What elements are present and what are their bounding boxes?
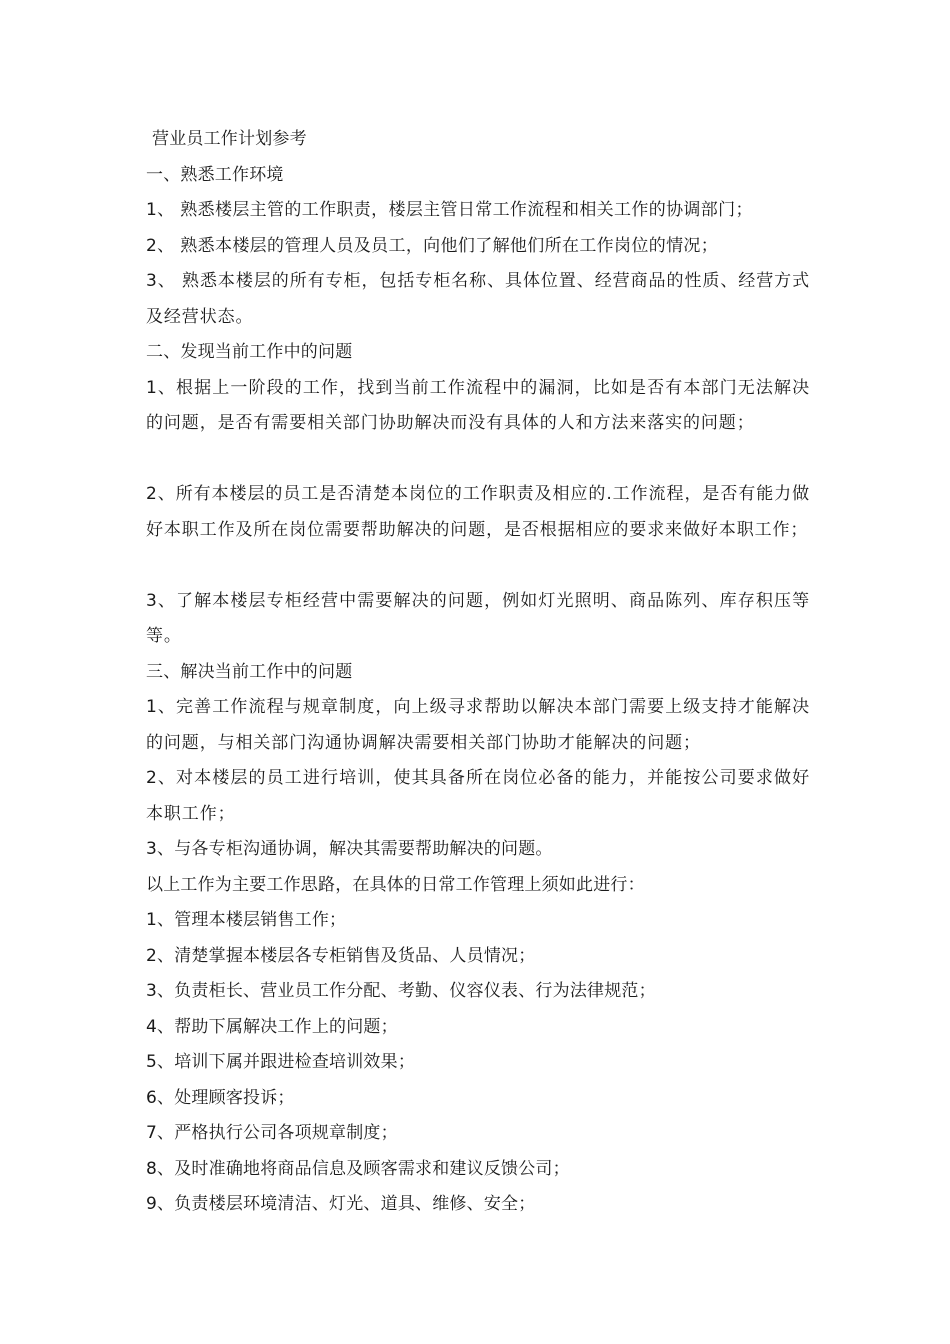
section-3-item-3: 3、与各专柜沟通协调，解决其需要帮助解决的问题。 <box>146 839 553 859</box>
summary-item-3: 3、负责柜长、营业员工作分配、考勤、仪容仪表、行为法律规范； <box>146 981 656 1001</box>
summary-intro: 以上工作为主要工作思路，在具体的日常工作管理上须如此进行： <box>146 874 645 895</box>
section-1-heading: 一、熟悉工作环境 <box>146 164 284 185</box>
summary-item-2: 2、清楚掌握本楼层各专柜销售及货品、人员情况； <box>146 945 536 966</box>
section-1-item-3: 3、 熟悉本楼层的所有专柜，包括专柜名称、具体位置、经营商品的性质、经营方式及经营状态。 <box>146 271 810 327</box>
summary-item-8: 8、及时准确地将商品信息及顾客需求和建议反馈公司； <box>146 1158 570 1179</box>
section-3-item-2: 2、对本楼层的员工进行培训，使其具备所在岗位必备的能力，并能按公司要求做好本职工作； <box>146 768 810 824</box>
section-3-item-1: 1、完善工作流程与规章制度，向上级寻求帮助以解决本部门需要上级支持才能解决的问题，与相关部门沟通协调解决需要相关部门协助才能解决的问题； <box>146 697 810 753</box>
summary-item-7: 7、严格执行公司各项规章制度； <box>146 1123 398 1143</box>
section-2-item-3: 3、了解本楼层专柜经营中需要解决的问题，例如灯光照明、商品陈列、库存积压等等。 <box>146 590 810 646</box>
summary-item-4: 4、帮助下属解决工作上的问题； <box>146 1016 398 1037</box>
summary-item-9: 9、负责楼层环境清洁、灯光、道具、维修、安全； <box>146 1194 536 1214</box>
summary-item-1: 1、管理本楼层销售工作； <box>146 910 347 930</box>
summary-item-6: 6、处理顾客投诉； <box>146 1087 295 1108</box>
section-2-item-2: 2、所有本楼层的员工是否清楚本岗位的工作职责及相应的.工作流程，是否有能力做好本职工作及所在岗位需要帮助解决的问题，是否根据相应的要求来做好本职工作； <box>146 484 810 540</box>
document-body <box>146 122 810 1223</box>
section-2-heading: 二、发现当前工作中的问题 <box>146 342 353 362</box>
document-title: 营业员工作计划参考 <box>152 129 307 149</box>
section-3-heading: 三、解决当前工作中的问题 <box>146 661 353 682</box>
section-1-item-2: 2、 熟悉本楼层的管理人员及员工，向他们了解他们所在工作岗位的情况； <box>146 235 719 256</box>
summary-item-5: 5、培训下属并跟进检查培训效果； <box>146 1052 416 1072</box>
section-1-item-1: 1、 熟悉楼层主管的工作职责，楼层主管日常工作流程和相关工作的协调部门； <box>146 200 753 220</box>
section-2-item-1: 1、根据上一阶段的工作，找到当前工作流程中的漏洞，比如是否有本部门无法解决的问题，是否有需要相关部门协助解决而没有具体的人和方法来落实的问题； <box>146 377 810 433</box>
